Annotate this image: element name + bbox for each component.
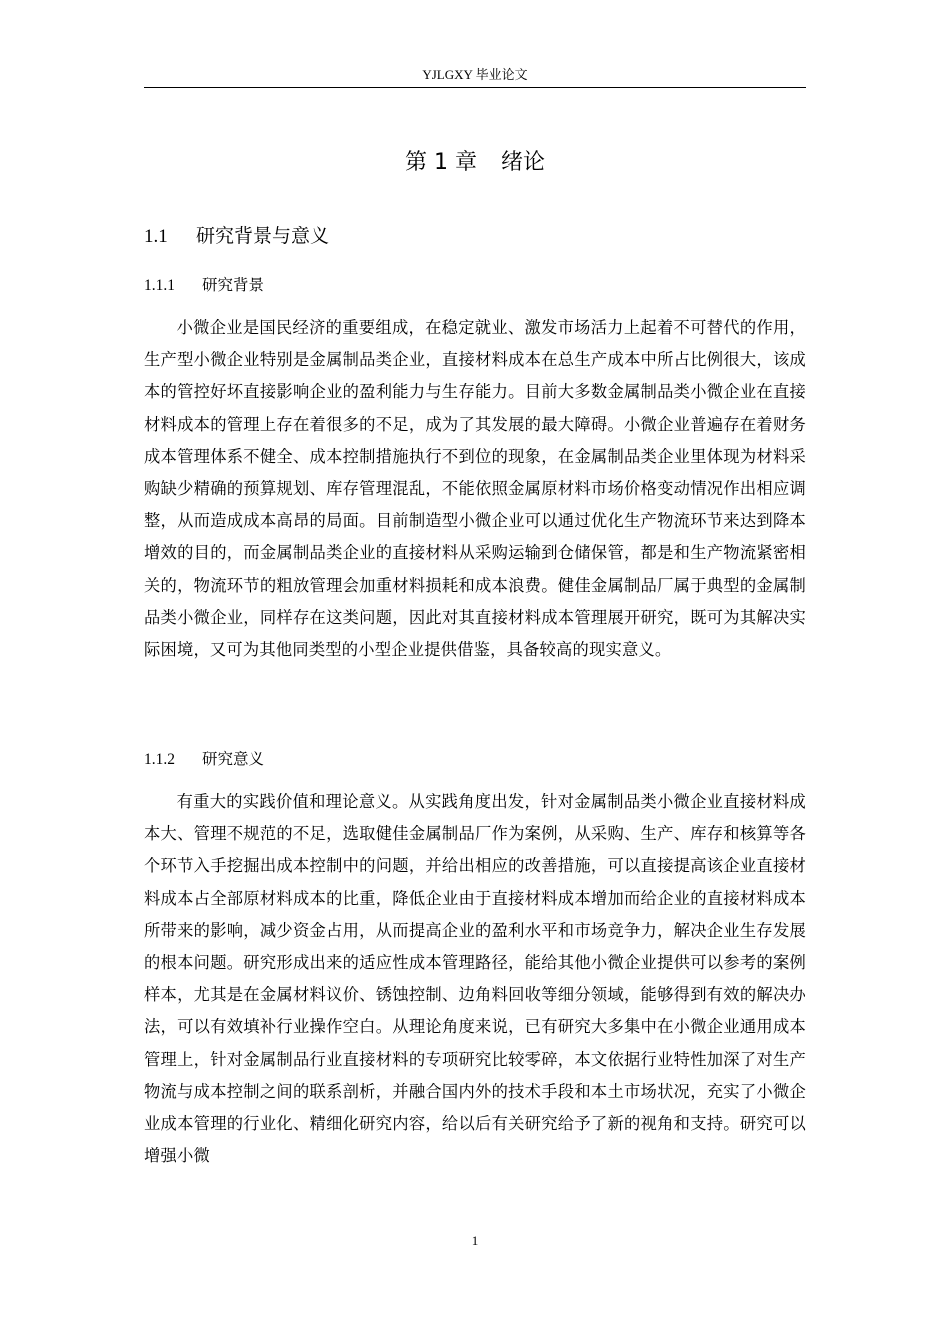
running-header: YJLGXY 毕业论文 (422, 67, 528, 82)
subsection-number: 1.1.2 (144, 751, 175, 768)
section-title: 研究背景与意义 (196, 225, 330, 247)
chapter-number: 第 1 章 (405, 150, 477, 175)
subsection-title: 研究背景 (202, 276, 265, 294)
chapter-name: 绪论 (500, 150, 545, 175)
chapter-title (144, 148, 806, 178)
significance-paragraph: 有重大的实践价值和理论意义。从实践角度出发，针对金属制品类小微企业直接材料成本大、管理不规范的不足，选取健佳金属制品厂作为案例，从采购、生产、库存和核算等各个环节入手挖掘出成本控制中的问题，并给出相应的改善措施，可以直接提高该企业直接材料成本占全部原材料成本的比重，降低企业由于直接材料成本增加而给企业的直接材料成本所带来的影响，减少资金占用，从而提高企业的盈利水平和市场竞争力，解决企业生存发展的根本问题。研究形成出来的适应性成本管理路径，能给其他小微企业提供可以参考的案例样本，尤其是在金属材料议价、锈蚀控制、边角料回收等细分领域，能够得到有效的解决办法，可以有效填补行业操作空白。从理论角度来说，已有研究大多集中在小微企业通用成本管理上，针对金属制品行业直接材料的专项研究比较零碎，本文依据行业特性加深了对生产物流与成本控制之间的联系剖析，并融合国内外的技术手段和本土市场状况，充实了小微企业成本管理的行业化、精细化研究内容，给以后有关研究给予了新的视角和支持。研究可以增强小微 (144, 792, 806, 1166)
section-number: 1.1 (144, 226, 168, 247)
subsection-heading-background (144, 273, 264, 298)
page-number: 1 (471, 1233, 479, 1248)
background-paragraph: 小微企业是国民经济的重要组成，在稳定就业、激发市场活力上起着不可替代的作用，生产型小微企业特别是金属制品类企业，直接材料成本在总生产成本中所占比例很大，该成本的管控好坏直接影响企业的盈利能力与生存能力。目前大多数金属制品类小微企业在直接材料成本的管理上存在着很多的不足，成为了其发展的最大障碍。小微企业普遍存在着财务成本管理体系不健全、成本控制措施执行不到位的现象，在金属制品类企业里体现为材料采购缺少精确的预算规划、库存管理混乱，不能依照金属原材料市场价格变动情况作出相应调整，从而造成成本高昂的局面。目前制造型小微企业可以通过优化生产物流环节来达到降本增效的目的，而金属制品类企业的直接材料从采购运输到仓储保管，都是和生产物流紧密相关的，物流环节的粗放管理会加重材料损耗和成本浪费。健佳金属制品厂属于典型的金属制品类小微企业，同样存在这类问题，因此对其直接材料成本管理展开研究，既可为其解决实际困境，又可为其他同类型的小型企业提供借鉴，具备较高的现实意义。 (144, 318, 806, 660)
subsection-title: 研究意义 (202, 750, 265, 768)
subsection-number: 1.1.1 (144, 277, 175, 294)
section-heading (144, 222, 329, 251)
subsection-heading-significance (144, 747, 264, 772)
header-divider (144, 87, 806, 88)
